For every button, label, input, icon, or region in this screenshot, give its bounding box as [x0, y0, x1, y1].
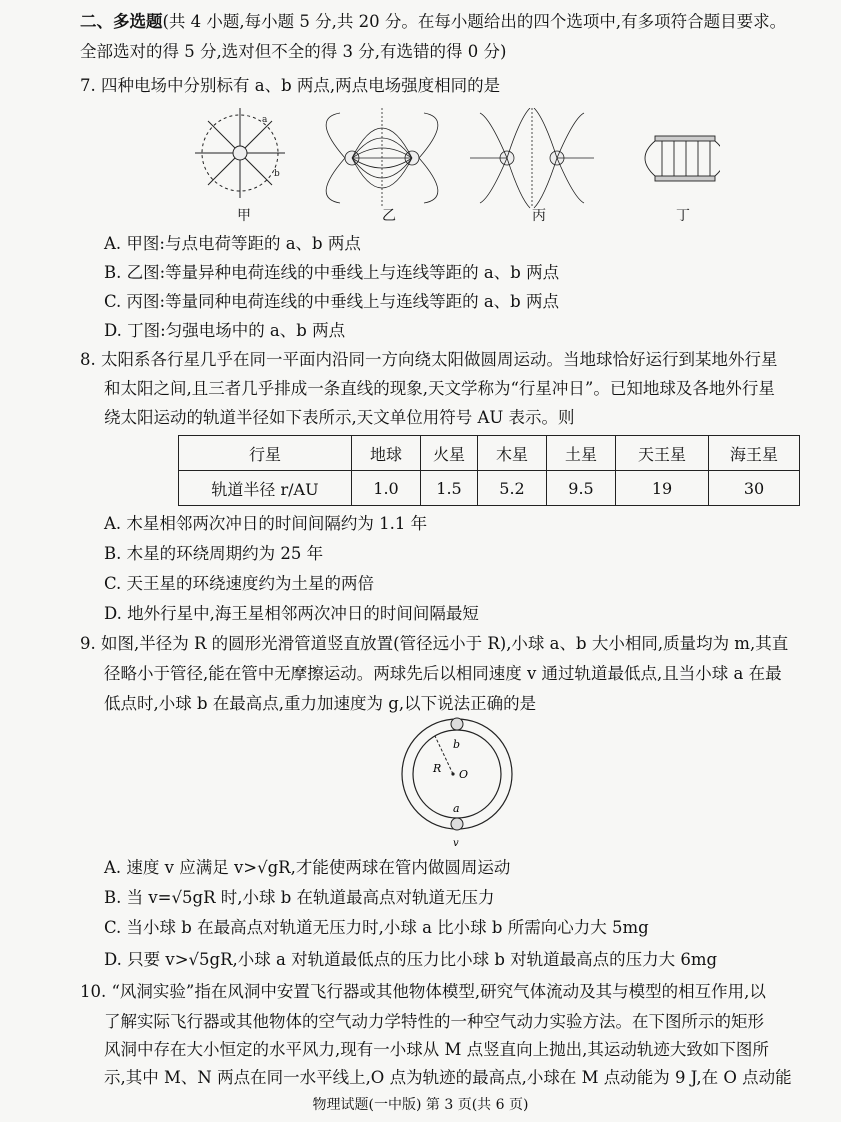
ball-a: [451, 818, 463, 830]
section-header: [80, 10, 817, 34]
q9-stem-2: 径略小于管径,能在管中无摩擦运动。两球先后以相同速度 v 通过轨道最低点,且当小球 a 在最: [104, 664, 782, 683]
q7-option-d: D. 丁图:匀强电场中的 a、b 两点: [104, 321, 346, 340]
table-cell: 行星: [179, 436, 352, 471]
table-cell: 5.2: [478, 471, 547, 506]
ball-b: [451, 718, 463, 730]
q9-option-d: D. 只要 v>√5gR,小球 a 对轨道最低点的压力比小球 b 对轨道最高点的压力大 6mg: [104, 950, 718, 969]
q8-option-c: C. 天王星的环绕速度约为土星的两倍: [104, 574, 375, 593]
fig-label-yi: 乙: [382, 208, 396, 224]
q10-stem-4: 示,其中 M、N 两点在同一水平线上,O 点为轨迹的最高点,小球在 M 点动能为 9 J,在 O 点动能: [104, 1068, 792, 1087]
q9-stem-1: 9. 如图,半径为 R 的圆形光滑管道竖直放置(管径远小于 R),小球 a、b 大小相同,质量均为 m,其直: [80, 634, 789, 653]
table-header-row: [179, 436, 800, 471]
q7-stem: 7. 四种电场中分别标有 a、b 两点,两点电场强度相同的是: [80, 76, 501, 95]
q9-option-c: C. 当小球 b 在最高点对轨道无压力时,小球 a 比小球 b 所需向心力大 5mg: [104, 918, 649, 937]
table-cell: 土星: [547, 436, 616, 471]
q10-stem-1: 10. “风洞实验”指在风洞中安置飞行器或其他物体模型,研究气体流动及其与模型的相互作用,以: [80, 982, 766, 1001]
fig-label-ding: 丁: [676, 208, 690, 224]
table-cell: 9.5: [547, 471, 616, 506]
table-cell: 轨道半径 r/AU: [179, 471, 352, 506]
label-a: a: [453, 802, 460, 815]
fig-yi: [326, 108, 438, 208]
q7-option-a: A. 甲图:与点电荷等距的 a、b 两点: [104, 234, 361, 253]
table-cell: 天王星: [616, 436, 709, 471]
q8-stem-1: 8. 太阳系各行星几乎在同一平面内沿同一方向绕太阳做圆周运动。当地球恰好运行到某地外行星: [80, 350, 778, 369]
fig-label-bing: 丙: [532, 208, 546, 224]
section-title: 二、多选题: [80, 12, 163, 31]
q8-option-b: B. 木星的环绕周期约为 25 年: [104, 544, 324, 563]
fig-label-jia: 甲: [237, 208, 251, 224]
orbit-table: [178, 435, 800, 506]
fig-ding: [645, 136, 720, 181]
label-O: O: [459, 768, 469, 781]
fig-jia: [195, 108, 285, 198]
label-v: v: [453, 838, 459, 849]
label-b: b: [453, 738, 461, 751]
section-rule-2: 全部选对的得 5 分,选对但不全的得 3 分,有选错的得 0 分): [80, 42, 507, 61]
q8-stem-3: 绕太阳运动的轨道半径如下表所示,天文单位用符号 AU 表示。则: [104, 408, 575, 427]
table-cell: 地球: [352, 436, 421, 471]
q8-stem-2: 和太阳之间,且三者几乎排成一条直线的现象,天文学称为“行星冲日”。已知地球及各地外行星: [104, 379, 775, 398]
svg-text:b: b: [274, 169, 280, 179]
section-rule-1: (共 4 小题,每小题 5 分,共 20 分。在每小题给出的四个选项中,有多项符合题目要求。: [162, 12, 787, 31]
table-cell: 1.0: [352, 471, 421, 506]
table-cell: 海王星: [709, 436, 800, 471]
q9-option-b: B. 当 v=√5gR 时,小球 b 在轨道最高点对轨道无压力: [104, 888, 495, 907]
q9-option-a: A. 速度 v 应满足 v>√gR,才能使两球在管内做圆周运动: [104, 858, 511, 877]
q7-field-figures: [190, 108, 720, 228]
page-footer: 物理试题(一中版) 第 3 页(共 6 页): [312, 1097, 529, 1113]
table-cell: 19: [616, 471, 709, 506]
table-row: [179, 471, 800, 506]
q9-stem-3: 低点时,小球 b 在最高点,重力加速度为 g,以下说法正确的是: [104, 694, 537, 713]
q8-option-a: A. 木星相邻两次冲日的时间间隔约为 1.1 年: [104, 514, 428, 533]
table-cell: 30: [709, 471, 800, 506]
table-cell: 火星: [421, 436, 478, 471]
q10-stem-3: 风洞中存在大小恒定的水平风力,现有一小球从 M 点竖直向上抛出,其运动轨迹大致如下图所: [104, 1040, 769, 1059]
label-R: R: [433, 762, 442, 775]
q7-option-c: C. 丙图:等量同种电荷连线的中垂线上与连线等距的 a、b 两点: [104, 292, 559, 311]
fig-bing: [470, 108, 594, 208]
q7-option-b: B. 乙图:等量异种电荷连线的中垂线上与连线等距的 a、b 两点: [104, 263, 560, 282]
q8-option-d: D. 地外行星中,海王星相邻两次冲日的时间间隔最短: [104, 604, 479, 623]
q10-stem-2: 了解实际飞行器或其他物体的空气动力学特性的一种空气动力实验方法。在下图所示的矩形: [104, 1012, 764, 1031]
table-cell: 木星: [478, 436, 547, 471]
table-cell: 1.5: [421, 471, 478, 506]
svg-text:a: a: [262, 115, 268, 125]
tube-figure: [395, 712, 525, 852]
